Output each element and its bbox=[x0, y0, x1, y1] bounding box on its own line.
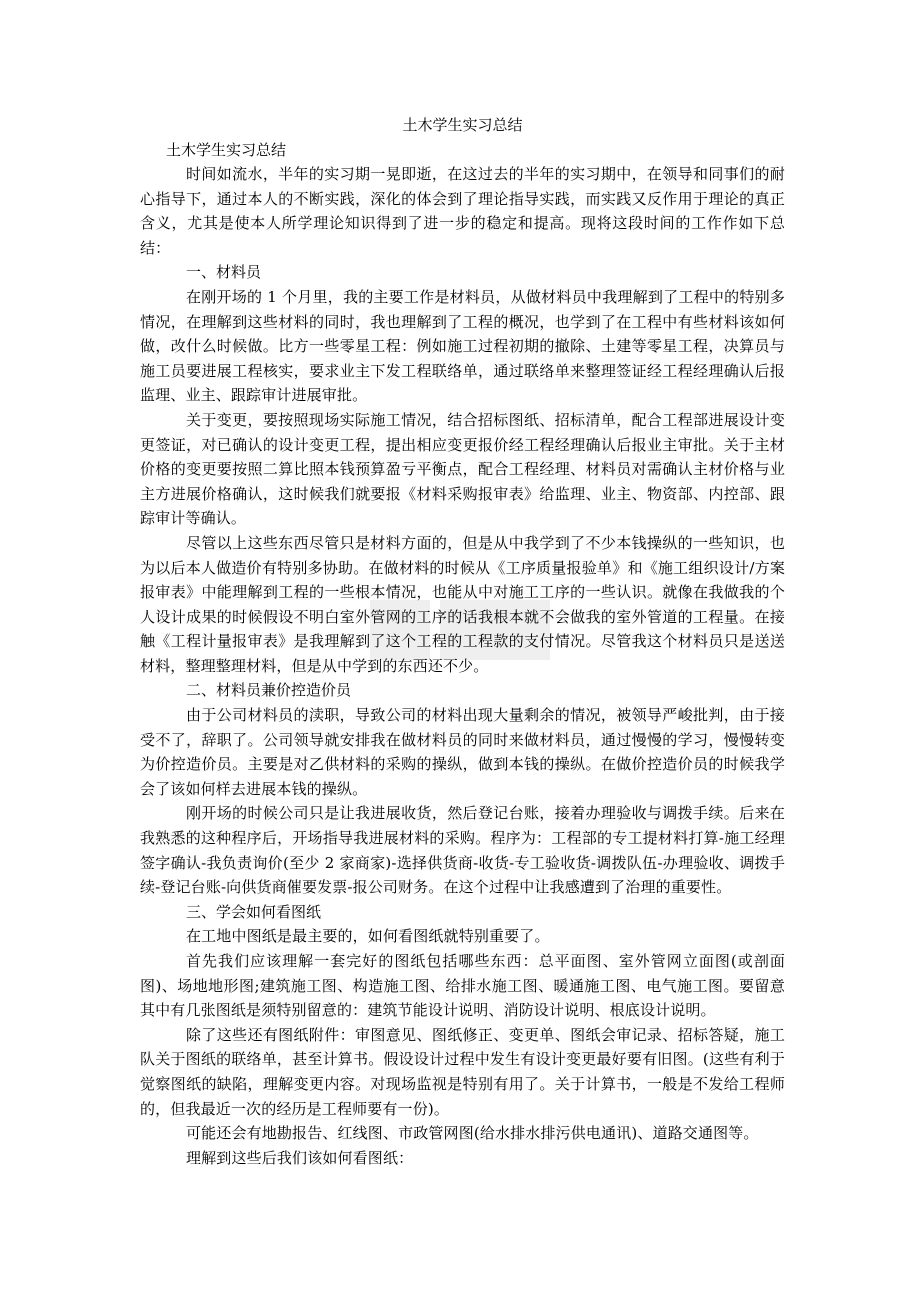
paragraph: 刚开场的时候公司只是让我进展收货，然后登记台账，接着办理验收与调拨手续。后来在我熟悉的这种程序后，开场指导我进展材料的采购。程序为：工程部的专工提材料打算-施工经理签字确认-我负责询价(至少 2 家商家)-选择供货商-收货-专工验收货-调拨队伍-办理验收、调拨手续-登记台账-向供货商催要发票-报公司财务。在这个过程中让我感遭到了治理的重要性。 bbox=[140, 804, 785, 897]
paragraph: 在工地中图纸是最主要的，如何看图纸就特别重要了。 bbox=[186, 927, 550, 946]
paragraph: 首先我们应该理解一套完好的图纸包括哪些东西：总平面图、室外管网立面图(或剖面图)、场地地形图;建筑施工图、构造施工图、给排水施工图、暖通施工图、电气施工图。要留意其中有几张图纸是须特别留意的：建筑节能设计说明、消防设计说明、根底设计说明。 bbox=[140, 952, 785, 1020]
paragraph: 关于变更，要按照现场实际施工情况，结合招标图纸、招标清单，配合工程部进展设计变更签证，对已确认的设计变更工程，提出相应变更报价经工程经理确认后报业主审批。关于主材价格的变更要按照二算比照本钱预算盈亏平衡点，配合工程经理、材料员对需确认主材价格与业主方进展价格确认，这时候我们就要报《材料采购报审表》给监理、业主、物资部、内控部、跟踪审计等确认。 bbox=[140, 410, 785, 528]
paragraph: 可能还会有地勘报告、红线图、市政管网图(给水排水排污供电通讯)、道路交通图等。 bbox=[186, 1124, 759, 1143]
paragraph: 除了这些还有图纸附件：审图意见、图纸修正、变更单、图纸会审记录、招标答疑，施工队关于图纸的联络单，甚至计算书。假设设计过程中发生有设计变更最好要有旧图。(这些有利于觉察图纸的缺陷，理解变更内容。对现场监视是特别有用了。关于计算书，一般是不发给工程师的，但我最近一次的经历是工程师要有一份)。 bbox=[140, 1025, 785, 1118]
document-body bbox=[140, 112, 785, 1170]
document-subtitle: 土木学生实习总结 bbox=[166, 141, 287, 159]
intro-paragraph: 时间如流水，半年的实习期一晃即逝，在这过去的半年的实习期中，在领导和同事们的耐心指导下，通过本人的不断实践，深化的体会到了理论指导实践，而实践又反作用于理论的真正含义，尤其是使本人所学理论知识得到了进一步的稳定和提高。现将这段时间的工作作如下总结： bbox=[140, 165, 785, 257]
section-heading-materials: 一、材料员 bbox=[186, 263, 262, 282]
paragraph: 尽管以上这些东西尽管只是材料方面的，但是从中我学到了不少本钱操纵的一些知识，也为以后本人做造价有特别多协助。在做材料的时候从《工序质量报验单》和《施工组织设计/方案报审表》中能理解到工程的一些根本情况，也能从中对施工工序的一些认识。就像在我做我的个人设计成果的时候假设不明白室外管网的工序的话我根本就不会做我的室外管道的工程量。在接触《工程计量报审表》是我理解到了这个工程的工程款的支付情况。尽管我这个材料员只是送送材料，整理整理材料，但是从中学到的东西还不少。 bbox=[140, 533, 785, 675]
paragraph: 在刚开场的 1 个月里，我的主要工作是材料员，从做材料员中我理解到了工程中的特别多情况，在理解到这些材料的同时，我也理解到了工程的概况，也学到了在工程中有些材料该如何做，改什么时候做。比方一些零星工程：例如施工过程初期的撤除、土建等零星工程，决算员与施工员要进展工程核实，要求业主下发工程联络单，通过联络单来整理签证经工程经理确认后报监理、业主、跟踪审计进展审批。 bbox=[140, 287, 785, 405]
section-heading-drawings: 三、学会如何看图纸 bbox=[186, 902, 322, 921]
paragraph: 由于公司材料员的渎职，导致公司的材料出现大量剩余的情况，被领导严峻批判，由于接受不了，辞职了。公司领导就安排我在做材料员的同时来做材料员，通过慢慢的学习，慢慢转变为价控造价员。主要是对乙供材料的采购的操纵，做到本钱的操纵。在做价控造价员的时候我学会了该如何样去进展本钱的操纵。 bbox=[140, 706, 785, 798]
paragraph: 理解到这些后我们该如何看图纸： bbox=[186, 1148, 414, 1167]
document-title: 土木学生实习总结 bbox=[402, 116, 523, 134]
section-heading-cost-control: 二、材料员兼价控造价员 bbox=[186, 681, 352, 700]
